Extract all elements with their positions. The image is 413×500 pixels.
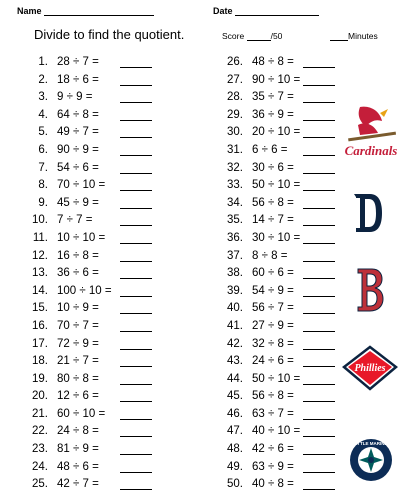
answer-blank[interactable] (303, 349, 335, 350)
problem-number: 3. (38, 91, 48, 104)
problem-expression: 56 ÷ 7 = (252, 302, 294, 315)
problem-expression: 10 ÷ 10 = (57, 231, 106, 244)
problem-number: 2. (38, 73, 48, 86)
problem-number: 37. (227, 249, 243, 262)
answer-blank[interactable] (120, 384, 152, 385)
cardinals-logo (340, 103, 402, 163)
problem-expression: 21 ÷ 7 = (57, 355, 99, 368)
answer-blank[interactable] (303, 190, 335, 191)
problem-expression: 63 ÷ 7 = (252, 407, 294, 420)
problem-expression: 60 ÷ 10 = (57, 407, 106, 420)
answer-blank[interactable] (120, 190, 152, 191)
problem-number: 49. (227, 460, 243, 473)
problem-expression: 24 ÷ 8 = (57, 425, 99, 438)
answer-blank[interactable] (303, 313, 335, 314)
problem-number: 16. (32, 319, 48, 332)
minutes-label: Minutes (348, 31, 378, 41)
problem-number: 31. (227, 143, 243, 156)
problem-expression: 14 ÷ 7 = (252, 214, 294, 227)
name-label: Name (17, 6, 42, 16)
answer-blank[interactable] (120, 137, 152, 138)
problem-number: 50. (227, 478, 243, 491)
answer-blank[interactable] (303, 102, 335, 103)
mariners-logo-text: SEATTLE MARINERS (348, 441, 394, 446)
problem-expression: 7 ÷ 7 = (57, 214, 93, 227)
problem-expression: 50 ÷ 10 = (252, 179, 301, 192)
answer-blank[interactable] (120, 261, 152, 262)
cardinals-logo-text: Cardinals (344, 143, 398, 158)
problem-number: 39. (227, 284, 243, 297)
problem-expression: 12 ÷ 6 = (57, 390, 99, 403)
problem-expression: 80 ÷ 8 = (57, 372, 99, 385)
problem-number: 36. (227, 231, 243, 244)
problem-expression: 48 ÷ 8 = (252, 56, 294, 68)
problem-expression: 70 ÷ 10 = (57, 179, 106, 192)
problem-number: 42. (227, 337, 243, 350)
problem-number: 33. (227, 179, 243, 192)
problem-expression: 49 ÷ 7 = (57, 126, 99, 139)
problem-expression: 35 ÷ 7 = (252, 91, 294, 104)
answer-blank[interactable] (120, 278, 152, 279)
problem-number: 9. (38, 196, 48, 209)
answer-blank[interactable] (303, 401, 335, 402)
problem-expression: 30 ÷ 10 = (252, 231, 301, 244)
instructions: Divide to find the quotient. (34, 27, 185, 42)
answer-blank[interactable] (303, 366, 335, 367)
problem-expression: 18 ÷ 6 = (57, 73, 99, 86)
problem-number: 40. (227, 302, 243, 315)
problem-expression: 64 ÷ 8 = (57, 108, 99, 121)
problem-number: 21. (32, 407, 48, 420)
answer-blank[interactable] (120, 155, 152, 156)
mariners-logo (348, 437, 394, 483)
problem-number: 24. (32, 460, 48, 473)
answer-blank[interactable] (120, 102, 152, 103)
answer-blank[interactable] (120, 349, 152, 350)
problem-expression: 36 ÷ 9 = (252, 108, 294, 121)
answer-blank[interactable] (303, 384, 335, 385)
problem-expression: 8 ÷ 8 = (252, 249, 288, 262)
problem-expression: 56 ÷ 8 = (252, 196, 294, 209)
date-blank[interactable] (235, 6, 319, 16)
problem-number: 47. (227, 425, 243, 438)
answer-blank[interactable] (303, 419, 335, 420)
problem-number: 35. (227, 214, 243, 227)
red-sox-logo (355, 265, 385, 315)
problem-number: 12. (32, 249, 48, 262)
score-label: Score (222, 31, 245, 41)
date-label: Date (213, 6, 233, 16)
minutes-blank[interactable] (330, 32, 348, 41)
problem-expression: 70 ÷ 7 = (57, 319, 99, 332)
phillies-logo (342, 345, 398, 391)
answer-blank[interactable] (120, 208, 152, 209)
answer-blank[interactable] (120, 419, 152, 420)
problem-expression: 28 ÷ 7 = (57, 56, 99, 68)
problem-number: 4. (38, 108, 48, 121)
problem-expression: 48 ÷ 6 = (57, 460, 99, 473)
problem-number: 1. (38, 56, 48, 68)
answer-blank[interactable] (120, 67, 152, 68)
answer-blank[interactable] (120, 472, 152, 473)
answer-blank[interactable] (303, 472, 335, 473)
problem-expression: 90 ÷ 10 = (252, 73, 301, 86)
problem-expression: 50 ÷ 10 = (252, 372, 301, 385)
problem-expression: 81 ÷ 9 = (57, 443, 99, 456)
phillies-logo-text: Phillies (354, 363, 386, 374)
problem-number: 5. (38, 126, 48, 139)
problem-expression: 45 ÷ 9 = (57, 196, 99, 209)
problem-number: 23. (32, 443, 48, 456)
problem-number: 48. (227, 443, 243, 456)
answer-blank[interactable] (120, 489, 152, 490)
problem-number: 17. (32, 337, 48, 350)
answer-blank[interactable] (303, 120, 335, 121)
problem-number: 26. (227, 56, 243, 68)
answer-blank[interactable] (303, 331, 335, 332)
problem-expression: 20 ÷ 10 = (252, 126, 301, 139)
answer-blank[interactable] (303, 261, 335, 262)
problem-number: 19. (32, 372, 48, 385)
problem-number: 44. (227, 372, 243, 385)
problem-number: 29. (227, 108, 243, 121)
answer-blank[interactable] (303, 137, 335, 138)
problem-number: 34. (227, 196, 243, 209)
problem-number: 6. (38, 143, 48, 156)
answer-blank[interactable] (303, 85, 335, 86)
problem-expression: 42 ÷ 6 = (252, 443, 294, 456)
answer-blank[interactable] (120, 296, 152, 297)
answer-blank[interactable] (120, 436, 152, 437)
problem-number: 43. (227, 355, 243, 368)
problem-number: 8. (38, 179, 48, 192)
name-blank[interactable] (44, 6, 154, 16)
answer-blank[interactable] (120, 331, 152, 332)
problem-expression: 56 ÷ 8 = (252, 390, 294, 403)
problem-expression: 16 ÷ 8 = (57, 249, 99, 262)
problem-number: 27. (227, 73, 243, 86)
answer-blank[interactable] (303, 173, 335, 174)
problem-expression: 90 ÷ 9 = (57, 143, 99, 156)
answer-blank[interactable] (120, 366, 152, 367)
answer-blank[interactable] (303, 436, 335, 437)
tigers-logo (352, 190, 384, 236)
problem-expression: 60 ÷ 6 = (252, 267, 294, 280)
problem-expression: 54 ÷ 6 = (57, 161, 99, 174)
answer-blank[interactable] (303, 155, 335, 156)
problem-expression: 42 ÷ 7 = (57, 478, 99, 491)
problem-number: 10. (32, 214, 48, 227)
answer-blank[interactable] (303, 489, 335, 490)
problem-expression: 36 ÷ 6 = (57, 267, 99, 280)
problem-number: 18. (32, 355, 48, 368)
problem-expression: 40 ÷ 10 = (252, 425, 301, 438)
problem-number: 38. (227, 267, 243, 280)
answer-blank[interactable] (120, 243, 152, 244)
problem-number: 7. (38, 161, 48, 174)
problem-number: 25. (32, 478, 48, 491)
problem-number: 20. (32, 390, 48, 403)
problem-expression: 40 ÷ 8 = (252, 478, 294, 491)
problem-expression: 9 ÷ 9 = (57, 91, 93, 104)
problem-expression: 72 ÷ 9 = (57, 337, 99, 350)
problem-expression: 32 ÷ 8 = (252, 337, 294, 350)
problem-expression: 24 ÷ 6 = (252, 355, 294, 368)
problem-number: 28. (227, 91, 243, 104)
problem-expression: 30 ÷ 6 = (252, 161, 294, 174)
problem-number: 32. (227, 161, 243, 174)
answer-blank[interactable] (303, 454, 335, 455)
problem-expression: 54 ÷ 9 = (252, 284, 294, 297)
problem-expression: 10 ÷ 9 = (57, 302, 99, 315)
answer-blank[interactable] (120, 225, 152, 226)
problem-expression: 63 ÷ 9 = (252, 460, 294, 473)
problem-number: 11. (32, 231, 48, 244)
score-blank[interactable] (247, 32, 271, 41)
score-total: /50 (270, 31, 283, 41)
answer-blank[interactable] (303, 296, 335, 297)
answer-blank[interactable] (120, 454, 152, 455)
name-field (17, 6, 154, 16)
answer-blank[interactable] (120, 173, 152, 174)
answer-blank[interactable] (303, 67, 335, 68)
answer-blank[interactable] (120, 120, 152, 121)
problem-number: 45. (227, 390, 243, 403)
problem-number: 41. (227, 319, 243, 332)
answer-blank[interactable] (303, 243, 335, 244)
problem-number: 22. (32, 425, 48, 438)
minutes-field (330, 31, 378, 41)
date-field (213, 6, 319, 16)
problem-expression: 27 ÷ 9 = (252, 319, 294, 332)
answer-blank[interactable] (120, 85, 152, 86)
problem-number: 13. (32, 267, 48, 280)
answer-blank[interactable] (120, 401, 152, 402)
problem-number: 15. (32, 302, 48, 315)
answer-blank[interactable] (303, 225, 335, 226)
problem-expression: 6 ÷ 6 = (252, 143, 288, 156)
problem-number: 30. (227, 126, 243, 139)
answer-blank[interactable] (303, 278, 335, 279)
answer-blank[interactable] (303, 208, 335, 209)
problem-expression: 100 ÷ 10 = (57, 284, 112, 297)
answer-blank[interactable] (120, 313, 152, 314)
problem-number: 46. (227, 407, 243, 420)
problem-number: 14. (32, 284, 48, 297)
score-field (222, 31, 282, 41)
